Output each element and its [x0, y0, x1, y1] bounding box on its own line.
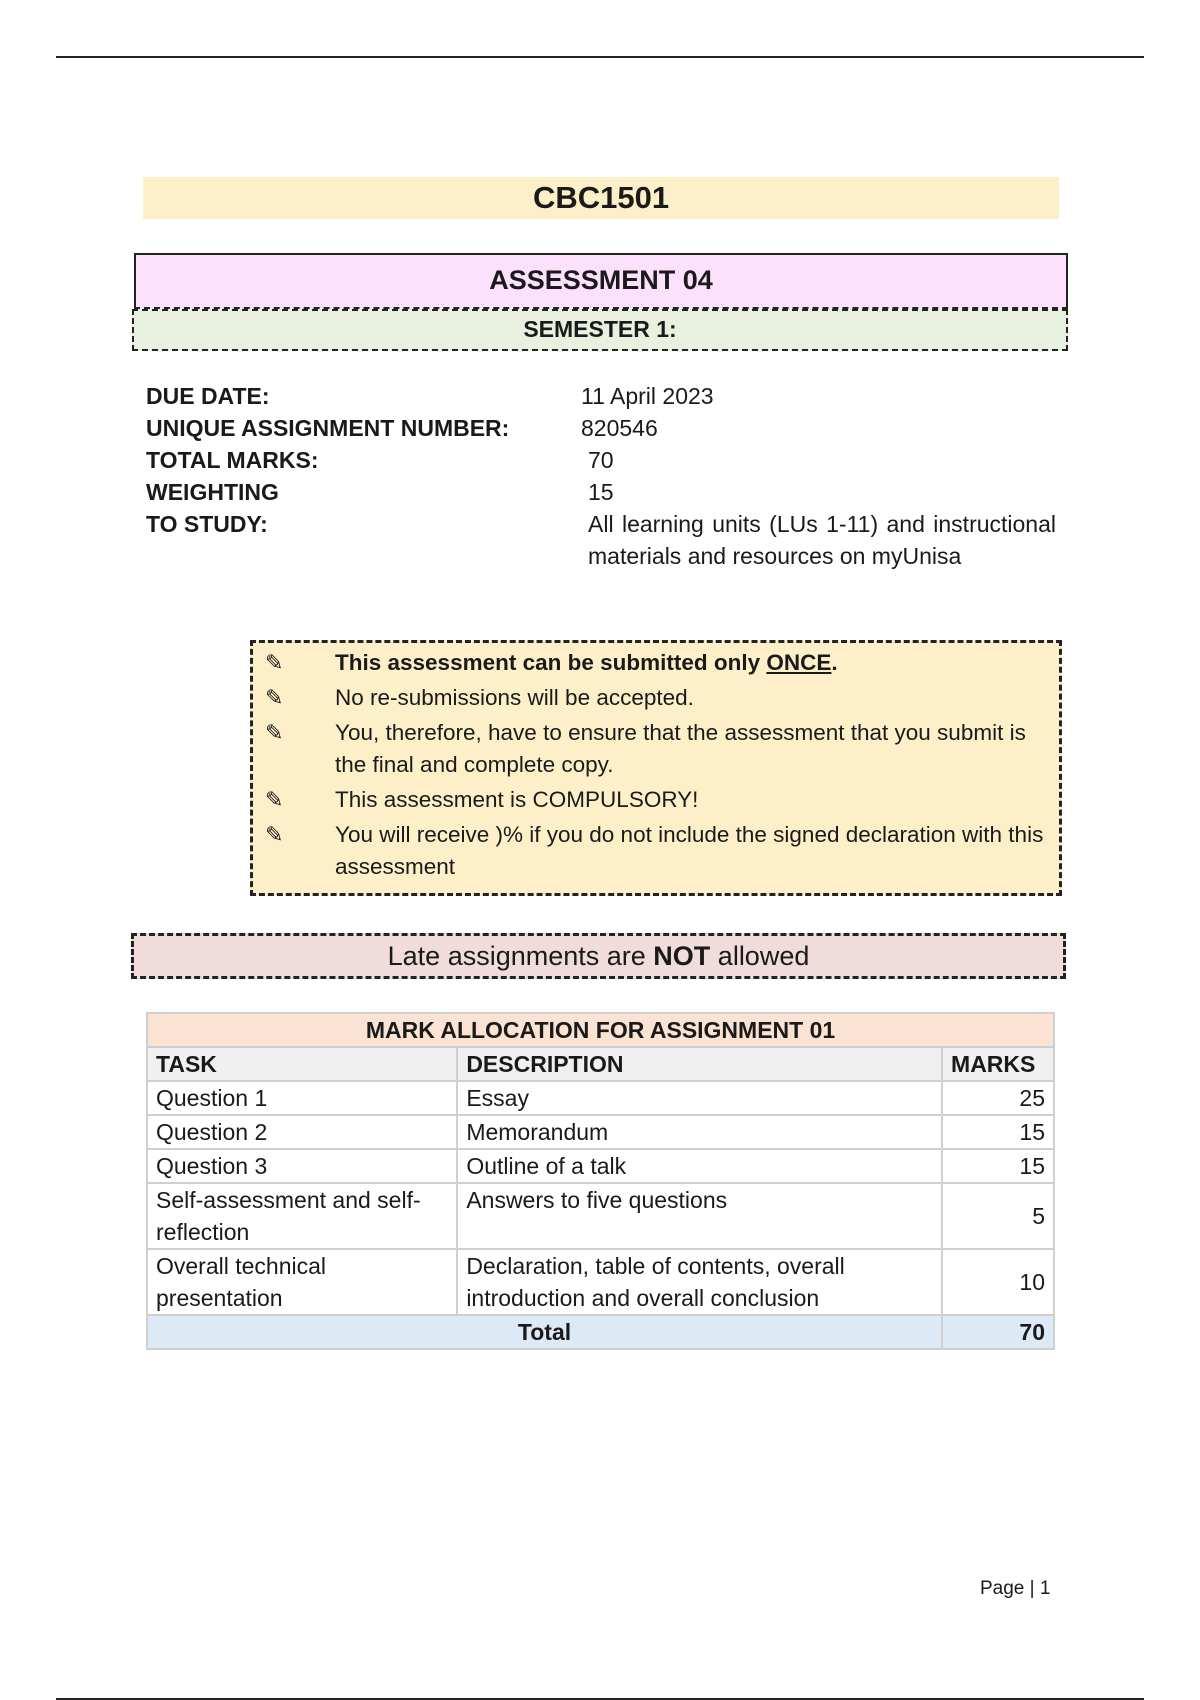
total-marks-row [146, 444, 1056, 476]
notice-item [265, 784, 1049, 816]
notice-end: . [831, 650, 838, 675]
to-study-value: All learning units (LUs 1-11) and instructional materials and resources on myUnisa [588, 511, 1056, 569]
due-date-value: 11 April 2023 [581, 383, 714, 409]
total-value: 70 [942, 1315, 1054, 1349]
notice-item [265, 682, 1049, 714]
marks-cell: 5 [942, 1183, 1054, 1249]
pencil-icon: ✎ [265, 787, 284, 812]
notice-item [265, 717, 1049, 781]
description-cell: Outline of a talk [457, 1149, 942, 1183]
total-label: Total [147, 1315, 942, 1349]
page-number: Page | 1 [980, 1578, 1051, 1599]
pencil-icon: ✎ [265, 650, 284, 675]
notice-item [265, 647, 1049, 679]
notice-text: This assessment is COMPULSORY! [335, 787, 699, 812]
table-row [147, 1249, 1054, 1315]
total-marks-label: TOTAL MARKS: [146, 447, 319, 473]
notice-text: This assessment can be submitted only [335, 650, 767, 675]
task-cell: Overall technical presentation [147, 1249, 457, 1315]
unique-number-value: 820546 [581, 415, 658, 441]
to-study-row [146, 508, 1056, 572]
total-marks-value: 70 [588, 447, 614, 473]
semester-label: SEMESTER 1: [132, 309, 1068, 351]
table-total-row [147, 1315, 1054, 1349]
table-row [147, 1183, 1054, 1249]
notice-text: No re-submissions will be accepted. [335, 685, 694, 710]
table-row [147, 1149, 1054, 1183]
description-cell: Memorandum [457, 1115, 942, 1149]
task-cell: Self-assessment and self-reflection [147, 1183, 457, 1249]
table-row [147, 1115, 1054, 1149]
top-rule [56, 56, 1144, 58]
submission-notice [250, 640, 1062, 896]
unique-number-label: UNIQUE ASSIGNMENT NUMBER: [146, 415, 510, 441]
mark-allocation-table [146, 1012, 1055, 1350]
task-cell: Question 1 [147, 1081, 457, 1115]
table-title: MARK ALLOCATION FOR ASSIGNMENT 01 [147, 1013, 1054, 1047]
pencil-icon: ✎ [265, 822, 284, 847]
assessment-title: ASSESSMENT 04 [134, 253, 1068, 309]
notice-emphasis: ONCE [766, 650, 832, 675]
task-cell: Question 2 [147, 1115, 457, 1149]
pencil-icon: ✎ [265, 685, 284, 710]
task-cell: Question 3 [147, 1149, 457, 1183]
notice-text: You, therefore, have to ensure that the assessment that you submit is the final and complete copy. [335, 720, 1026, 777]
course-code: CBC1501 [143, 177, 1059, 219]
notice-item [265, 819, 1049, 883]
marks-cell: 15 [942, 1149, 1054, 1183]
weighting-row [146, 476, 1056, 508]
marks-cell: 25 [942, 1081, 1054, 1115]
late-suffix: allowed [710, 941, 810, 971]
description-cell: Declaration, table of contents, overall introduction and overall conclusion [457, 1249, 942, 1315]
late-prefix: Late assignments are [387, 941, 654, 971]
weighting-value: 15 [588, 479, 614, 505]
header-description: DESCRIPTION [457, 1047, 942, 1081]
table-row [147, 1081, 1054, 1115]
marks-cell: 10 [942, 1249, 1054, 1315]
table-title-row [147, 1013, 1054, 1047]
due-date-row [146, 380, 1056, 412]
table-header-row [147, 1047, 1054, 1081]
marks-cell: 15 [942, 1115, 1054, 1149]
unique-number-row [146, 412, 1056, 444]
header-task: TASK [147, 1047, 457, 1081]
due-date-label: DUE DATE: [146, 383, 270, 409]
late-emphasis: NOT [653, 941, 711, 971]
assignment-info [146, 380, 1056, 572]
weighting-label: WEIGHTING [146, 479, 279, 505]
pencil-icon: ✎ [265, 720, 284, 745]
to-study-label: TO STUDY: [146, 511, 268, 537]
late-assignments-notice [131, 933, 1066, 979]
description-cell: Answers to five questions [457, 1183, 942, 1249]
header-marks: MARKS [942, 1047, 1054, 1081]
notice-text: You will receive )% if you do not include the signed declaration with this assessment [335, 822, 1044, 879]
description-cell: Essay [457, 1081, 942, 1115]
